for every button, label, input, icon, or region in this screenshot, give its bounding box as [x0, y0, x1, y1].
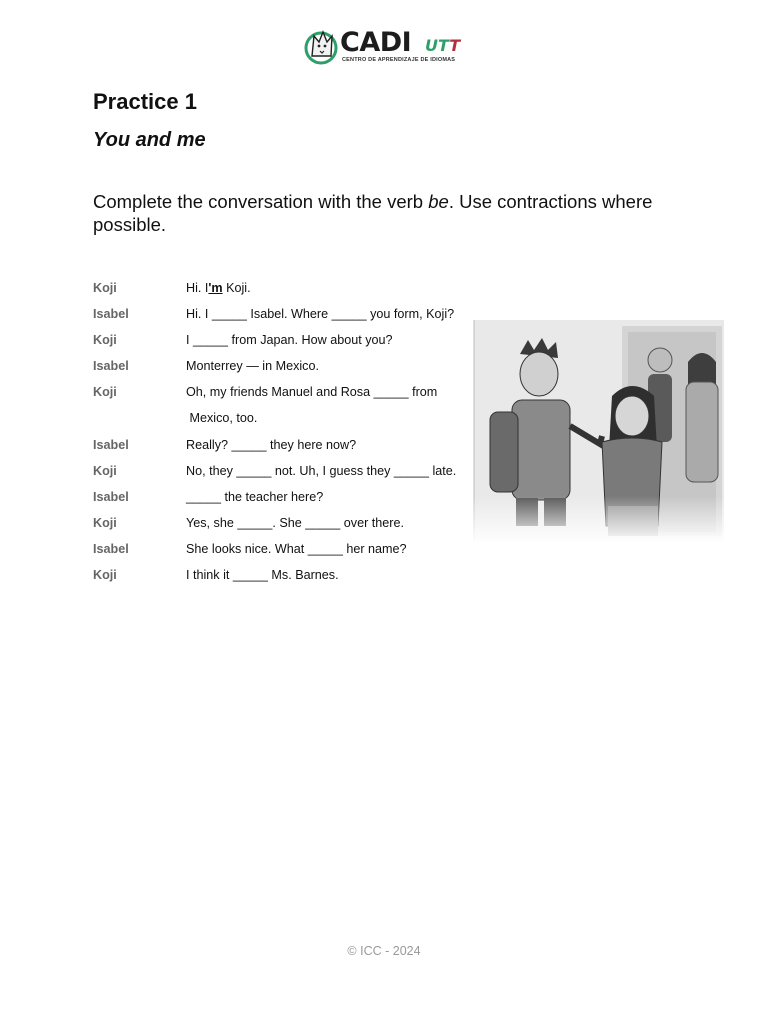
line-text: She looks nice. What _____ her name? [186, 541, 407, 556]
footer-copyright: © ICC - 2024 [347, 944, 421, 958]
conversation-line [93, 487, 473, 513]
speaker-name: Koji [93, 281, 117, 295]
speaker-name: Koji [93, 333, 117, 348]
conversation-line [93, 278, 473, 304]
speaker-name: Isabel [93, 489, 129, 504]
wolf-emblem-icon [304, 26, 340, 66]
conversation-line [93, 539, 473, 565]
conversation-line [93, 356, 473, 382]
line-text: No, they _____ not. Uh, I guess they _____ late. [186, 463, 457, 478]
conversation-line [93, 565, 473, 591]
line-text: Hi. I'm Koji. [186, 281, 251, 295]
instructions: Complete the conversation with the verb be. Use contractions where possible. [93, 191, 653, 235]
conversation-line [93, 513, 473, 539]
speaker-name: Isabel [93, 359, 129, 374]
conversation-line [93, 330, 473, 356]
conversation-line [93, 461, 473, 487]
students-illustration [472, 316, 726, 544]
line-text: _____ the teacher here? [186, 489, 324, 504]
speaker-name: Isabel [93, 307, 129, 322]
speaker-name: Isabel [93, 437, 129, 452]
page-title: Practice 1 [93, 89, 197, 114]
conversation-line [93, 382, 473, 408]
line-text: Hi. I _____ Isabel. Where _____ you form, Koji? [186, 307, 455, 322]
line-text: Monterrey — in Mexico. [186, 359, 319, 374]
logo-wordmark: CADI [340, 27, 412, 58]
page-subtitle: You and me [93, 129, 206, 151]
cadi-logo [304, 26, 468, 66]
line-text: Yes, she _____. She _____ over there. [186, 515, 404, 530]
line-text: I think it _____ Ms. Barnes. [186, 568, 339, 583]
conversation-line [93, 304, 473, 330]
line-text: Really? _____ they here now? [186, 437, 357, 452]
conversation [93, 278, 473, 591]
speaker-name: Koji [93, 568, 117, 583]
conversation-line [93, 435, 473, 461]
example-answer: 'm [208, 281, 223, 295]
logo-brand: UTT [425, 36, 461, 55]
line-text: I _____ from Japan. How about you? [186, 333, 393, 348]
speaker-name: Koji [93, 385, 117, 400]
speaker-name: Isabel [93, 541, 129, 556]
logo-subtitle: CENTRO DE APRENDIZAJE DE IDIOMAS [342, 57, 456, 63]
conversation-line [93, 408, 473, 434]
line-text: Oh, my friends Manuel and Rosa _____ from [186, 385, 438, 400]
speaker-name: Koji [93, 515, 117, 530]
speaker-name: Koji [93, 463, 117, 478]
line-text: Mexico, too. [186, 411, 258, 426]
